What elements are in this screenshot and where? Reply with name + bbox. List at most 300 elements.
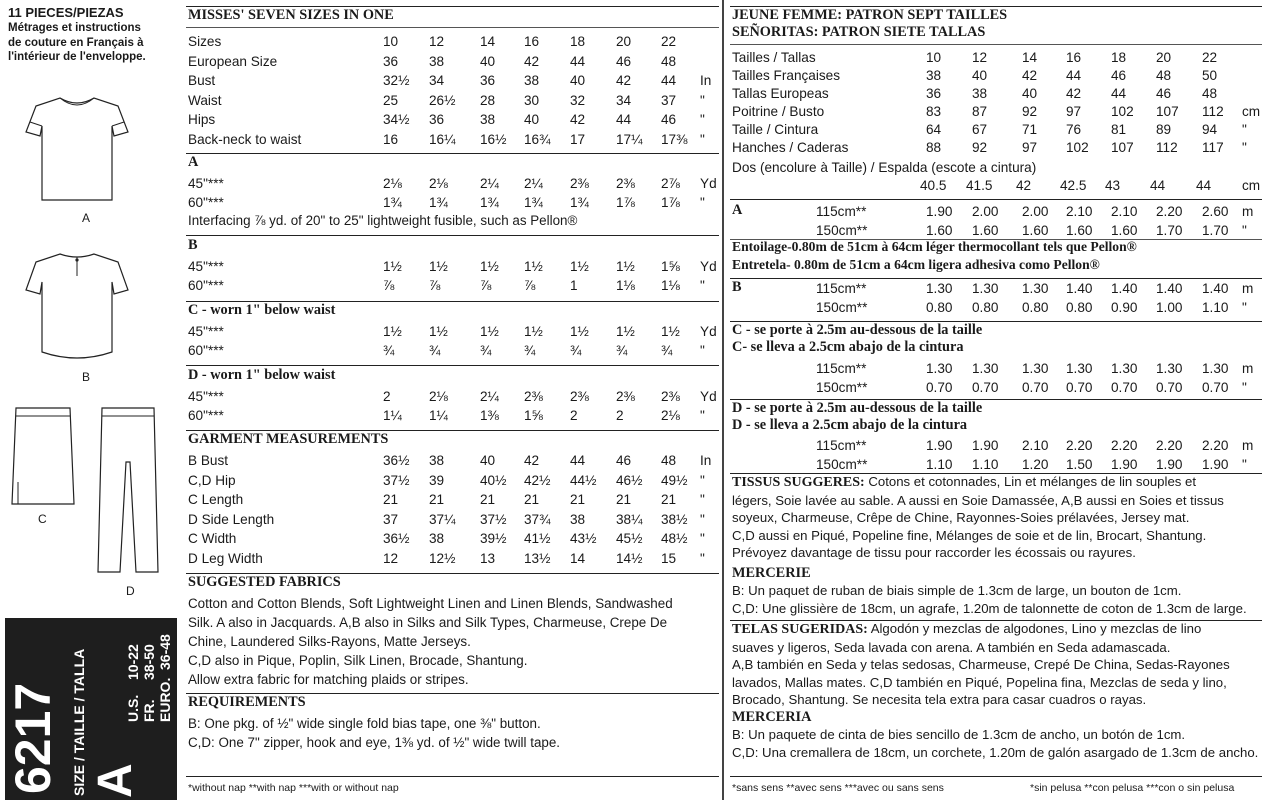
size-value-cell: 40 [524,112,540,127]
size-value-cell: 22 [1202,50,1218,65]
view-b-heading-fr: B [732,279,742,295]
size-value-cell: 36 [429,112,445,127]
row-label: 45"*** [188,324,224,339]
size-value-cell: 0.70 [926,379,953,395]
tissus-line: C,D aussi en Piqué, Popeline fine, Mélanges de soie et de lin, Brocart, Shantung. [732,527,1207,543]
size-value-cell: 2.20 [1156,204,1183,219]
size-value-cell: 40½ [480,472,507,488]
size-fr-label: FR. [141,699,157,722]
size-value-cell: 50 [1202,68,1218,83]
telas-line-text: Algodón y mezclas de algodones, Lino y mezclas de lino [867,621,1202,636]
size-value-cell: 14½ [616,550,643,566]
size-value-cell: 2¼ [480,389,499,404]
size-value-cell: 1.60 [1111,222,1138,238]
size-value-cell: 0.70 [1111,379,1138,395]
size-value-cell: 48 [1156,68,1172,83]
size-value-cell: 43½ [570,531,597,546]
unit-cell: " [700,112,705,127]
unit-cell: Yd [700,176,717,191]
mercerie-line: B: Un paquet de ruban de biais simple de 1.3cm de large, un bouton de 1cm. [732,583,1182,598]
size-value-cell: 49½ [661,472,688,488]
size-value-cell: 83 [926,104,942,119]
size-value-cell: 38¼ [616,511,643,527]
figure-label-a: A [82,211,91,225]
size-value-cell: 2⅜ [524,389,543,404]
size-fr-range: 38-50 [141,644,157,680]
size-value-cell: 16 [524,34,540,49]
chart-title-french: JEUNE FEMME: PATRON SEPT TAILLES [732,7,1008,23]
size-value-cell: 37¾ [524,511,551,527]
telas-line: Brocado, Shantung. Se necesita tela extra para casar cuadros o rayas. [732,692,1147,707]
size-value-cell: 16 [1066,50,1082,65]
tissus-line [732,473,1224,492]
metrage-row [730,455,1262,474]
unit-cell: " [1242,379,1247,395]
metrage-row [730,279,1262,298]
nap-footnote: *without nap **with nap ***with or without nap [188,782,399,794]
row-label: Waist [188,92,222,108]
column-divider [722,0,724,800]
size-value-cell: 1.40 [1066,281,1093,296]
size-value-cell: 13 [480,550,496,566]
size-value-cell: 1 [570,278,578,293]
row-label: D Leg Width [188,550,263,566]
size-value-cell: 46 [661,112,677,127]
size-value-cell: 21 [429,492,445,507]
size-value-cell: 36 [383,53,399,69]
unit-cell: Yd [700,389,717,404]
tissus-line: soyeux, Charmeuse, Crêpe de Chine, Rayonnes-Soies prélavées, Jersey mat. [732,510,1190,525]
row-label: 45"*** [188,389,224,404]
size-value-cell: ⅞ [480,278,492,293]
size-value-cell: 1.30 [1202,361,1229,376]
measurement-row [730,66,1262,85]
suggested-fabrics-heading: SUGGESTED FABRICS [188,574,341,590]
size-value-cell: 43 [1105,178,1121,193]
unit-cell: " [1242,222,1247,238]
size-value-cell: 2⅜ [570,389,589,404]
garment-row [186,529,719,548]
view-b-heading: B [188,237,198,253]
size-value-cell: 2⅞ [661,176,680,191]
size-value-cell: 1½ [524,259,543,274]
view-a-top-front-illustration [22,92,132,204]
merceria-text [732,726,1258,762]
size-value-cell: 1.90 [1111,456,1138,472]
size-value-cell: 0.70 [972,379,999,395]
note-line: l'intérieur de l'enveloppe. [8,51,146,63]
size-value-cell: 1.70 [1202,222,1229,238]
telas-line: A,B también en Seda y telas sedosas, Charmeuse, Crepé De China, Sedas-Rayones [732,657,1230,672]
view-a-heading-fr: A [732,202,743,218]
size-euro-label: EURO. [157,677,173,722]
size-value-cell: 1½ [383,259,402,274]
size-value-cell: 71 [1022,122,1038,137]
row-label: 115cm** [816,438,867,453]
yardage-row [186,341,719,360]
row-label: Taille / Cintura [732,122,819,137]
size-value-cell: 0.80 [1022,299,1049,315]
unit-cell: m [1242,438,1254,453]
size-value-cell: 37 [383,511,399,527]
size-value-cell: 92 [1022,104,1038,119]
size-value-cell: 10 [383,34,399,49]
view-d-heading-spanish: D - se lleva a 2.5cm abajo de la cintura [732,417,968,433]
metrage-row [730,436,1262,455]
note-line: Métrages et instructions [8,22,141,34]
yardage-row [186,174,719,193]
size-value-cell: 21 [480,492,496,507]
size-value-cell: 34 [429,73,445,88]
unit-cell: " [700,472,705,488]
size-value-cell: 1½ [524,324,543,339]
size-value-cell: 34½ [383,112,410,127]
size-value-cell: ¾ [616,343,628,358]
metrage-row [730,359,1262,378]
size-value-cell: 38 [926,68,942,83]
size-value-cell: 1½ [570,259,589,274]
size-value-cell: 2⅜ [616,389,635,404]
row-label: 45"*** [188,259,224,274]
size-value-cell: 17 [570,131,586,147]
unit-cell: Yd [700,259,717,274]
size-value-cell: 1⅜ [480,408,499,423]
size-value-cell: 64 [926,122,942,137]
unit-cell: " [1242,122,1247,137]
size-value-cell: 48½ [661,531,688,546]
requirements-line: C,D: One 7" zipper, hook and eye, 1⅜ yd. of ½" wide twill tape. [188,735,561,750]
figure-label-d: D [126,584,135,598]
size-value-cell: 0.80 [972,299,999,315]
telas-line: lavados, Mallas mates. C,D también en Piqué, Popelina fina, Mezclas de seda y lino, [732,674,1227,690]
size-value-cell: 1⅛ [661,278,680,293]
yardage-row [186,257,719,276]
row-label: 60"*** [188,195,224,210]
size-value-cell: ¾ [570,343,582,358]
requirements-heading: REQUIREMENTS [188,694,306,710]
size-value-cell: 1.60 [1066,222,1093,238]
size-value-cell: 44 [1196,178,1212,193]
measurement-row [730,120,1262,139]
size-value-cell: 1⅝ [524,408,543,423]
french-instructions-note [8,21,183,65]
size-value-cell: 40 [480,53,496,69]
size-value-cell: 38 [429,53,445,69]
size-value-cell: 1½ [480,259,499,274]
measurement-row [730,84,1262,103]
size-value-cell: 39 [429,472,445,488]
size-value-cell: 1¼ [383,408,402,423]
measurement-row [186,32,719,51]
yardage-row [186,193,719,212]
size-value-cell: 1.30 [1066,361,1093,376]
row-label: C Width [188,531,237,546]
size-value-cell: 1.90 [972,438,999,453]
size-value-cell: ⅞ [524,278,536,293]
measurement-row [186,130,719,149]
size-value-cell: 21 [661,492,677,507]
size-value-cell: 2⅛ [383,176,402,191]
french-spanish-yardage-chart [730,6,1262,800]
fabrics-line: Chine, Laundered Silks-Rayons, Matte Jerseys. [188,634,471,649]
unit-cell: " [1242,456,1247,472]
metrage-row [730,202,1262,221]
pattern-number-box [5,618,177,800]
size-value-cell: 117 [1202,140,1224,155]
size-value-cell: 87 [972,104,988,119]
unit-cell: cm [1242,104,1261,119]
size-value-cell: 2.10 [1022,438,1049,453]
size-value-cell: 38 [429,453,445,468]
size-value-cell: 46 [1156,86,1172,101]
size-value-cell: 1.90 [1202,456,1229,472]
size-value-cell: 107 [1156,104,1179,119]
envelope-left-panel [0,0,183,800]
size-value-cell: 36½ [383,453,410,468]
row-label: 115cm** [816,204,867,219]
size-value-cell: 1.30 [1022,281,1049,296]
size-value-cell: 0.80 [926,299,953,315]
view-d-pants-illustration [92,402,164,582]
unit-cell: m [1242,361,1254,376]
unit-cell: " [700,92,705,108]
size-value-cell: 2⅛ [429,389,448,404]
size-value-cell: 36½ [383,531,410,546]
suggested-fabrics-text [188,594,673,689]
size-value-cell: 1.30 [1111,361,1138,376]
size-value-cell: 102 [1066,140,1089,155]
size-value-cell: 41.5 [966,178,993,193]
size-value-cell: 38 [570,511,586,527]
size-value-cell: 2 [570,408,578,423]
yardage-row [186,276,719,295]
garment-row [186,549,719,568]
size-value-cell: 1¾ [524,195,543,210]
size-value-cell: 1.40 [1202,281,1229,296]
unit-cell: Yd [700,324,717,339]
size-value-cell: 40 [480,453,496,468]
size-value-cell: 42 [1022,68,1038,83]
row-label: Tallas Europeas [732,86,829,101]
tissus-line: Prévoyez davantage de tissu pour raccorder les écossais ou rayures. [732,545,1136,560]
size-value-cell: 2⅜ [570,176,589,191]
garment-row [186,510,719,529]
unit-cell: " [700,550,705,566]
merceria-line: B: Un paquete de cinta de bies sencillo de 1.3cm de ancho, un botón de 1cm. [732,727,1186,742]
merceria-line: C,D: Una cremallera de 18cm, un corchete, 1.20m de galón asargado de 1.3cm de ancho. [732,745,1259,760]
size-value-cell: 44 [1066,68,1082,83]
size-value-cell: 2.20 [1156,438,1183,453]
size-us-label: U.S. [125,694,141,722]
size-value-cell: 42 [1066,86,1082,101]
size-value-cell: 1¾ [570,195,589,210]
unit-cell: In [700,453,712,468]
size-value-cell: 48 [661,53,677,69]
size-value-cell: 38 [429,531,445,546]
size-value-cell: 1.50 [1066,456,1093,472]
size-value-cell: 10 [926,50,942,65]
size-value-cell: 2¼ [524,176,543,191]
size-value-cell: 92 [972,140,988,155]
size-value-cell: 46 [616,53,632,69]
size-value-cell: 42 [570,112,586,127]
size-value-cell: 46 [616,453,632,468]
size-value-cell: ¾ [480,343,492,358]
unit-cell: " [700,278,705,293]
size-value-cell: 18 [1111,50,1127,65]
pattern-number: 6217 [5,682,61,794]
row-label: 150cm** [816,456,868,472]
size-value-cell: 1½ [383,324,402,339]
tissus-line-text: Cotons et cotonnades, Lin et mélanges de lin souples et [864,474,1197,489]
size-value-cell: 107 [1111,140,1134,155]
size-value-cell: 1½ [616,324,635,339]
size-value-cell: 37½ [480,511,507,527]
unit-cell: " [700,343,705,358]
size-value-cell: 14 [480,34,496,49]
size-value-cell: 1.40 [1156,281,1183,296]
size-value-cell: 97 [1066,104,1082,119]
size-value-cell: 40 [1022,86,1038,101]
size-value-cell: 38 [524,73,540,88]
row-label: Tailles / Tallas [732,50,816,65]
yardage-row [186,387,719,406]
size-value-cell: 28 [480,92,496,108]
size-value-cell: 14 [570,550,586,566]
size-value-cell: 21 [383,492,399,507]
size-value-cell: 1.10 [1202,299,1229,315]
size-value-cell: 0.70 [1066,379,1093,395]
tissus-heading: TISSUS SUGGERES: [732,475,865,490]
chart-title-spanish: SEÑORITAS: PATRON SIETE TALLAS [732,24,986,40]
interfacing-note [188,213,577,230]
size-value-cell: 1.20 [1022,456,1049,472]
size-value-cell: 1½ [429,259,448,274]
mercerie-heading: MERCERIE [732,565,811,581]
telas-sugeridas-text [732,620,1230,709]
size-value-cell: 16¼ [429,131,456,147]
view-b-top-back-illustration [22,248,132,366]
garment-row [186,471,719,490]
size-value-cell: 44 [570,453,586,468]
row-label: 115cm** [816,361,867,376]
view-a-heading: A [188,154,199,170]
size-value-cell: ¾ [383,343,395,358]
size-us-range: 10-22 [125,644,141,680]
measurement-row [186,91,719,110]
size-value-cell: 0.80 [1066,299,1093,315]
unit-cell: " [700,511,705,527]
size-value-cell: 2⅛ [661,408,680,423]
unit-cell: " [1242,140,1247,155]
size-value-cell: 102 [1111,104,1134,119]
size-value-cell: 42 [524,53,540,69]
size-value-cell: 16 [383,131,399,147]
view-c-skirt-illustration [8,402,80,510]
row-label: 150cm** [816,222,868,238]
size-value-cell: 1½ [616,259,635,274]
size-value-cell: 1.00 [1156,299,1183,315]
size-value-cell: 1.60 [972,222,999,238]
size-code: A [89,763,142,798]
size-value-cell: 16½ [480,131,507,147]
measurement-row [186,110,719,129]
size-value-cell: 21 [616,492,632,507]
size-value-cell: 1½ [661,324,680,339]
size-value-cell: 48 [661,453,677,468]
size-value-cell: 14 [1022,50,1038,65]
size-value-cell: 26½ [429,92,456,108]
size-value-cell: 1.90 [926,204,953,219]
size-value-cell: 37 [661,92,677,108]
size-value-cell: ⅞ [383,278,395,293]
back-length-label: Dos (encolure à Taille) / Espalda (escote a cintura) [732,160,1037,175]
size-value-cell: 42.5 [1060,178,1087,193]
size-value-cell: 1.90 [926,438,953,453]
size-value-cell: ⅞ [429,278,441,293]
size-value-cell: 0.90 [1111,299,1138,315]
size-value-cell: 1.70 [1156,222,1183,238]
size-value-cell: 1.30 [1022,361,1049,376]
measurement-row [730,48,1262,67]
size-value-cell: 12 [383,550,399,566]
unit-cell: " [700,131,705,147]
measurement-row [730,138,1262,157]
row-label: Poitrine / Busto [732,104,825,119]
pieces-count: 11 PIECES/PIEZAS [8,5,124,20]
size-value-cell: 44 [616,112,632,127]
size-value-cell: 30 [524,92,540,108]
size-value-cell: 112 [1156,140,1178,155]
size-value-cell: 0.70 [1202,379,1229,395]
mercerie-line: C,D: Une glissière de 18cm, un agrafe, 1.20m de talonnette de coton de 1.3cm de large. [732,601,1247,616]
metrage-row [730,221,1262,240]
telas-line [732,620,1230,639]
unit-cell: " [700,531,705,546]
size-value-cell: 40 [570,73,586,88]
size-value-cell: 89 [1156,122,1172,137]
size-value-cell: 76 [1066,122,1082,137]
size-value-cell: 40 [972,68,988,83]
size-value-cell: 1½ [570,324,589,339]
size-value-cell: 15 [661,550,677,566]
size-euro-range: 36-48 [157,634,173,670]
note-line: de couture en Français à [8,36,144,49]
garment-measurements-heading: GARMENT MEASUREMENTS [188,431,389,447]
row-label: Hips [188,112,216,127]
size-value-cell: 38½ [661,511,688,527]
row-label: B Bust [188,453,229,468]
view-c-heading: C - worn 1" below waist [188,302,336,318]
size-value-cell: 22 [661,34,677,49]
size-value-cell: 44½ [570,472,597,488]
size-value-cell: 18 [570,34,586,49]
fabrics-line: C,D also in Pique, Poplin, Silk Linen, Brocade, Shantung. [188,653,528,668]
size-value-cell: 17¼ [616,131,643,147]
size-value-cell: 17⅜ [661,131,688,147]
size-value-cell: 1.30 [926,281,953,296]
size-value-cell: 0.70 [1156,379,1183,395]
size-value-cell: ¾ [429,343,441,358]
size-value-cell: 1⅞ [616,195,635,210]
size-value-cell: 46½ [616,472,643,488]
size-value-cell: 44 [661,73,677,88]
size-value-cell: 32 [570,92,586,108]
size-value-cell: 16¾ [524,131,551,147]
tissus-suggeres-text [732,473,1224,562]
measurement-row [730,102,1262,121]
size-value-cell: 42 [1016,178,1032,193]
